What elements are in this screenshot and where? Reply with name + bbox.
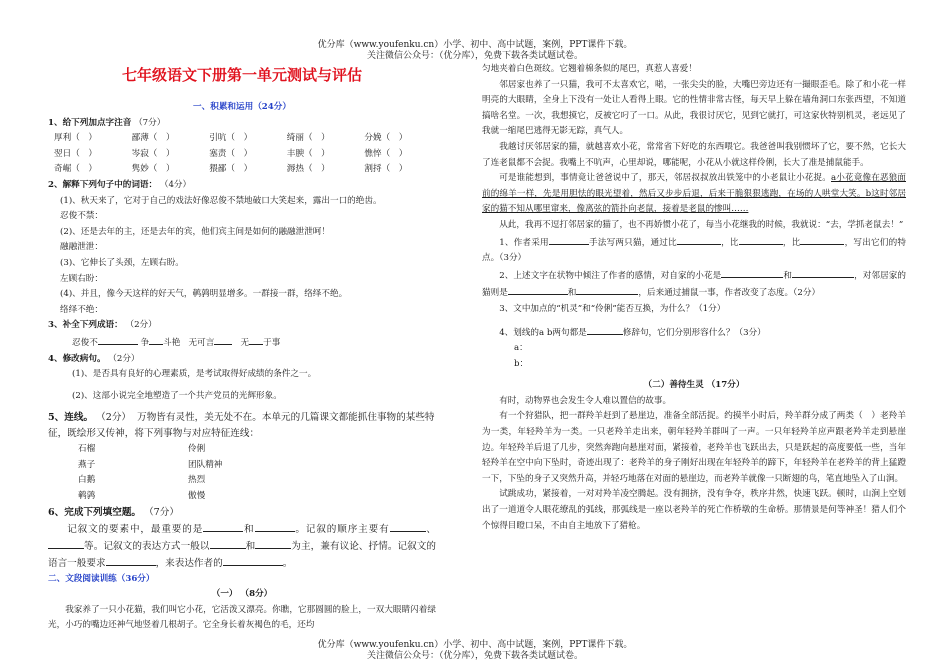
- idiom-part: 无: [240, 337, 250, 348]
- q5-intro: 万物皆有灵性，美无处不在。本单元的几篇课文都能抓住事物的某些特征，既绘形又传神，将下列事物与对应特征连线：: [48, 412, 435, 440]
- q-text: ，对邻居家的猫则是: [482, 270, 906, 299]
- q3-heading: 3、补全下列成语：: [48, 320, 123, 331]
- right-column: [482, 62, 906, 534]
- header-line-2: 关注微信公众号：（优分库），免费下载各类试题试卷。: [366, 51, 583, 61]
- pinyin-item[interactable]: 溽热（ ）: [286, 164, 330, 175]
- q5-pairs: [48, 442, 436, 504]
- q2: [48, 178, 436, 194]
- q5-heading: 5、连线。: [48, 412, 94, 424]
- q-text: ，比: [720, 237, 739, 248]
- idiom-part: 忍俊不: [72, 337, 98, 348]
- q1-word-grid: [48, 131, 436, 178]
- q3: [48, 318, 436, 334]
- header: [0, 40, 950, 62]
- idiom-part: 于事: [263, 337, 281, 348]
- idiom-part: 斗艳: [163, 337, 181, 348]
- match-left[interactable]: 鹌鹑: [78, 491, 96, 502]
- passage-1-text: 我家养了一只小花猫，我们叫它小花，它活泼又漂亮。你瞧，它那圆圆的脸上，一双大眼睛闪着绿光，小巧的嘴边还神气地竖着几根胡子。它全身长着灰褐色的毛，还均: [48, 604, 436, 631]
- q6-part: 、: [425, 523, 437, 535]
- q6: [48, 505, 436, 521]
- q-text: 2、上述文字在状物中倾注了作者的感情，对自家的小花是: [499, 270, 722, 281]
- q3-points: （2分）: [125, 320, 157, 331]
- passage-2-paragraph: 试跳成功，紧接着，一对对羚羊凌空腾起。没有拥挤，没有争夺，秩序井然，快速飞跃。顿时，山涧上空划出了一道道令人眼花缭乱的弧线，那弧线是一座以老羚羊的死亡作桥墩的生命桥。那情景是何等神圣！猎人们个个惊得目瞪口呆，不由自主地放下了猎枪。: [482, 489, 906, 531]
- passage-1-points: （8分）: [240, 589, 273, 600]
- blank[interactable]: [390, 521, 426, 532]
- match-left[interactable]: 石榴: [78, 444, 96, 455]
- q2-line: (1)、秋天来了，它对于自己的戏法好像忍俊不禁地破口大笑起来，露出一口的绝齿。: [60, 195, 382, 206]
- pinyin-item[interactable]: 塞责（ ）: [209, 148, 253, 159]
- q4-line: (1)、是否具有良好的心理素质，是考试取得好成绩的条件之一。: [72, 369, 317, 380]
- left-column: [48, 62, 436, 634]
- match-right[interactable]: 伶俐: [188, 444, 206, 455]
- match-left[interactable]: 白鹅: [78, 475, 96, 486]
- passage-1-title: [48, 587, 436, 603]
- blank[interactable]: [587, 324, 623, 335]
- q-text: 1、作者采用: [499, 237, 549, 248]
- q6-part: 。: [282, 557, 293, 569]
- q2-line: 左顾右盼：: [60, 273, 103, 284]
- q5-points: （2分）: [96, 412, 132, 424]
- passage-2-points: （17分）: [706, 380, 745, 391]
- idiom-part: 无可言: [188, 337, 215, 348]
- q6-heading: 6、完成下列填空题。: [48, 506, 142, 518]
- passage-1-paragraph: 我越讨厌邻居家的猫，就越喜欢小花，常常省下好吃的东西喂它。我爸爸叫我别惯坏了它，要不然，它长大了连老鼠都不会捉。我嘴上不吭声，心里却说，哪能呢，小花从小就这样伶俐，长大了准是捕鼠能手。: [482, 141, 906, 168]
- match-right[interactable]: 团队精神: [188, 459, 223, 470]
- passage-1-label: （一）: [211, 589, 238, 600]
- q-text: 4、划线的a b两句都是: [499, 327, 587, 338]
- section-1-heading: 一、积累和运用（24分）: [193, 102, 291, 112]
- blank[interactable]: [203, 521, 243, 532]
- passage-1-paragraph: [482, 171, 906, 218]
- p4-text: 可是谁能想到，事情竟让爸爸说中了，那天，邻居叔叔放出铁笼中的小老鼠让小花捉。: [499, 173, 832, 184]
- r-q3: 3、文中加点的“机灵”和“伶俐”能否互换，为什么？（1分）: [499, 303, 726, 314]
- q6-part: 。记叙的顺序主要有: [294, 523, 390, 535]
- passage-2-paragraph: 有时，动物界也会发生令人难以置信的故事。: [499, 395, 672, 406]
- q4: [48, 352, 436, 368]
- pinyin-item[interactable]: 岑寂（ ）: [131, 148, 175, 159]
- passage-1-paragraph: 邻居家也养了一只猫，我可不太喜欢它，喏，一张尖尖的脸，大嘴巴旁边还有一撮眼歪毛。除了和小花一样明亮的大眼睛，全身上下没有一处让人看得上眼。它的性情非常古怪，每天早上躲在墙角洞口东张西望，不知道搞啥名堂。一次，我想摸它，反被它叼了一口。从此，我很讨厌它，见到它就打，可这家伙特别机灵，老远见了我就一缩尾巴逃得无影无踪，真气人。: [482, 79, 906, 137]
- q2-line: (3)、它伸长了头颈，左顾右盼。: [60, 257, 184, 268]
- footer-line-1: 优分库（www.youfenku.cn）小学、初中、高中试题，案例，PPT课件下载。: [317, 640, 633, 650]
- q6-part: 记叙文的要素中，最重要的是: [67, 523, 204, 535]
- q1-heading: 1、给下列加点字注音: [48, 117, 132, 128]
- page-title: 七年级语文下册第一单元测试与评估: [121, 66, 362, 84]
- blank[interactable]: [739, 234, 783, 245]
- blank[interactable]: [255, 538, 291, 549]
- pinyin-item[interactable]: 丰腴（ ）: [286, 148, 330, 159]
- pinyin-item[interactable]: 猥鄙（ ）: [209, 164, 253, 175]
- blank[interactable]: [149, 334, 163, 345]
- blank[interactable]: [508, 284, 568, 295]
- blank[interactable]: [223, 555, 283, 566]
- q-text: ，后来通过捕鼠一事，作者改变了态度。（2分）: [638, 288, 821, 299]
- pinyin-item[interactable]: 翌日（ ）: [54, 148, 97, 159]
- pinyin-item[interactable]: 引吭（ ）: [209, 133, 253, 144]
- match-left[interactable]: 燕子: [78, 459, 96, 470]
- r-q1: [482, 234, 906, 267]
- q2-points: （4分）: [159, 179, 192, 190]
- section-2-heading: 二、文段阅读训练（36分）: [48, 573, 155, 584]
- footer: [0, 640, 950, 662]
- q4-heading: 4、修改病句。: [48, 353, 106, 364]
- passage-1-paragraph: 从此，我再不逗打邻居家的猫了，也不再娇惯小花了，每当小花继我的时候，我就说：“去，学抓老鼠去！”: [499, 219, 904, 230]
- q6-part: 等。记叙文的表达方式一般以: [84, 540, 210, 552]
- pinyin-item[interactable]: 厚利（ ）: [54, 133, 97, 144]
- header-line-1: 优分库（www.youfenku.cn）小学、初中、高中试题，案例，PPT课件下载。: [317, 40, 633, 50]
- blank[interactable]: [48, 538, 84, 549]
- blank[interactable]: [255, 521, 295, 532]
- q4-points: （2分）: [108, 353, 140, 364]
- blank[interactable]: [106, 555, 156, 566]
- pinyin-item[interactable]: 隽妙（ ）: [131, 164, 175, 175]
- q6-text: [48, 521, 436, 572]
- q6-part: 和: [245, 540, 256, 552]
- blank[interactable]: [549, 234, 589, 245]
- r-q4-b[interactable]: b：: [514, 358, 529, 369]
- idiom-part: 争: [140, 337, 150, 348]
- r-q2: [482, 267, 906, 302]
- pinyin-item[interactable]: 割捋（ ）: [364, 164, 408, 175]
- q2-line: (2)、还是去年的主，还是去年的宾，他们宾主间是如何的融融泄泄呵！: [60, 226, 330, 237]
- underlined-sentence-a: a小花竟像在恶狼面前的绵羊一样，先是用胆怯的眼光望着，然后又步步后退，后来干脆狠狠逃跑，在场的人哄堂大笑。: [482, 173, 906, 199]
- q1-points: （7分）: [134, 117, 166, 128]
- blank[interactable]: [576, 284, 638, 295]
- q4-line: (2)、这部小说完全地塑造了一个共产党员的光辉形象。: [72, 390, 282, 401]
- pinyin-item[interactable]: 绮丽（ ）: [286, 133, 330, 144]
- underlined-sentence-b: b这时邻居家的猫不知从哪里窜来，像离弦的箭扑向老鼠，接着是老鼠的惨叫……: [482, 188, 906, 215]
- r-q4-a[interactable]: a：: [514, 343, 528, 354]
- pinyin-item[interactable]: 分娩（ ）: [364, 133, 408, 144]
- pinyin-item[interactable]: 憔悴（ ）: [364, 148, 408, 159]
- q-text: 修辞句，它们分别形容什么？（3分）: [622, 327, 766, 338]
- q-text: 和: [783, 270, 793, 281]
- passage-1-continued: 匀地夹着白色斑纹。它翘着棉条似的尾巴，真惹人喜爱！: [482, 64, 697, 74]
- pinyin-item[interactable]: 奇崛（ ）: [54, 164, 97, 175]
- q1: [48, 116, 436, 132]
- q3-idioms: [48, 334, 436, 352]
- q2-heading: 2、解释下列句子中的词语：: [48, 179, 158, 190]
- match-right[interactable]: 傲慢: [188, 491, 206, 502]
- blank[interactable]: [98, 334, 138, 345]
- passage-2-title: [482, 378, 906, 394]
- blank[interactable]: [249, 334, 263, 345]
- q-text: 和: [567, 288, 577, 299]
- blank[interactable]: [214, 334, 232, 345]
- passage-2-paragraph: 有一个狩猎队，把一群羚羊赶到了悬崖边，准备全部活捉。约摸半小时后，羚羊群分成了两类（ ）老羚羊为一类，年轻羚羊为一类。一只老羚羊走出来，朝年轻羚羊群叫了一声。一只年轻羚羊应声跟老羚羊走到悬崖边。年轻羚羊后退了几步，突然奔跑向悬崖对面，紧接着，老羚羊也飞跃出去，只是跃起的高度要低一些，当年轻羚羊在空中向下坠时，奇迹出现了：老羚羊的身子刚好出现在年轻羚羊的蹄下，年轻羚羊在老羚羊的背上猛蹬一下，下坠的身子又突然升高，并轻巧地落在对面的悬崖边，而老羚羊就像一只断翅的鸟，笔直地坠入了山涧。: [482, 411, 906, 484]
- q6-part: ，来表达作者的: [155, 557, 223, 569]
- q2-line: (4)、并且，像今天这样的好天气，鹌鹑明显增多。一群接一群，络绎不绝。: [60, 289, 348, 300]
- q-text: 手法写两只猫，通过比: [588, 237, 677, 248]
- q-text: ，比: [782, 237, 801, 248]
- q5: [48, 410, 436, 442]
- q6-part: 和: [243, 523, 255, 535]
- r-q4: [482, 324, 906, 342]
- pinyin-item[interactable]: 鄙薄（ ）: [131, 133, 175, 144]
- footer-line-2: 关注微信公众号：（优分库），免费下载各类试题试卷。: [366, 651, 583, 661]
- passage-2-label: （二）善待生灵: [643, 380, 704, 391]
- q6-part: 为主，兼有议论、抒情。记叙文的语言一般要求: [48, 540, 437, 569]
- blank[interactable]: [792, 267, 854, 278]
- q-text: ，写出它们的特点。（3分）: [482, 237, 906, 264]
- q6-points: （7分）: [144, 506, 179, 518]
- blank[interactable]: [721, 267, 783, 278]
- blank[interactable]: [677, 234, 721, 245]
- q2-line: 融融泄泄：: [60, 242, 103, 253]
- match-right[interactable]: 热烈: [188, 475, 206, 486]
- q2-line: 络绎不绝：: [60, 304, 103, 315]
- blank[interactable]: [800, 234, 844, 245]
- q2-line: 忍俊不禁：: [60, 211, 103, 222]
- blank[interactable]: [210, 538, 246, 549]
